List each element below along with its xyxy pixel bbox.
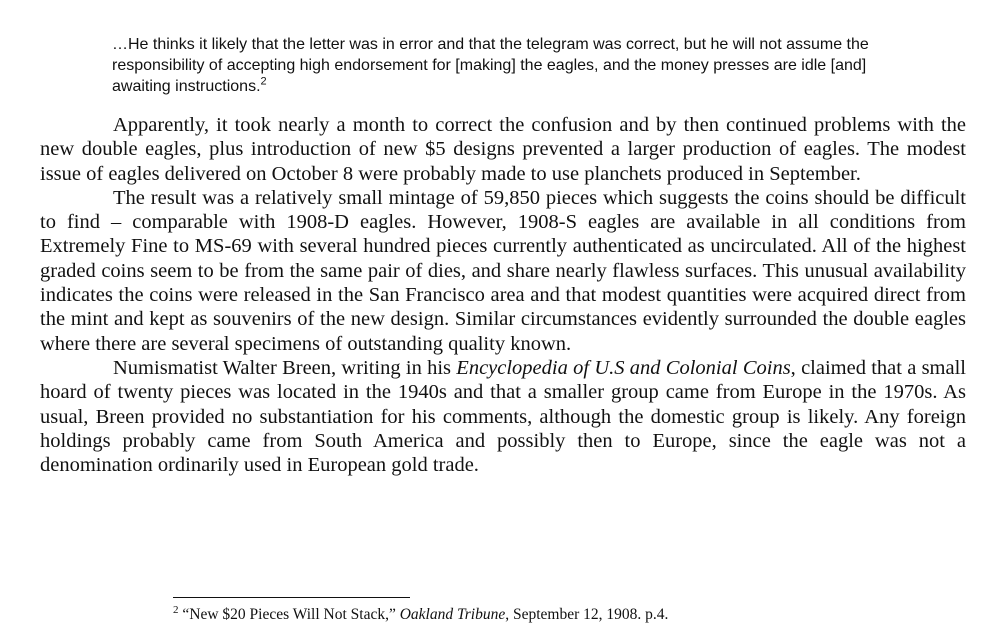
paragraph-1: Apparently, it took nearly a month to correct the confusion and by then continued problems with the new double eagles, plus introduction of new $5 designs prevented a larger production of eagles. The modest issue of eagles delivered on October 8 were probably made to use planchets produced in September. [40,114,966,185]
paragraph-3-rest: , claimed that a small hoard of twenty pieces was located in the 1940s and that a smaller group came from Europe in the 1970s. As usual, Breen provided no substantiation for his comments, although the domestic group is likely. Any foreign holdings probably came from South America and possibly then to Europe, since the eagle was not a denomination ordinarily used in European gold trade. [40,356,966,477]
book-title: Encyclopedia of U.S and Colonial Coins [456,356,791,379]
paragraph-3-lead: Numismatist Walter Breen, writing in his [113,356,457,379]
block-quote-text [112,34,902,97]
footnote-number: 2 [173,603,179,616]
footnote-source: Oakland Tribune [399,606,506,623]
footnote-divider [173,597,410,598]
body-text [40,113,966,477]
paragraph-3 [40,356,966,477]
block-quote [112,34,902,97]
paragraph-2: The result was a relatively small mintage of 59,850 pieces which suggests the coins should be difficult to find – comparable with 1908-D eagles. However, 1908-S eagles are available in all conditions from Extremely Fine to MS-69 with several hundred pieces currently authenticated as uncirculated. All of the highest graded coins seem to be from the same pair of dies, and share nearly flawless surfaces. This unusual availability indicates the coins were released in the San Francisco area and that modest quantities were acquired direct from the mint and kept as souvenirs of the new design. Similar circumstances evidently surrounded the double eagles where there are several specimens of outstanding quality known. [40,186,966,355]
footnote [173,605,668,624]
footnote-reference[interactable]: 2 [260,75,267,88]
footnote-date: , September 12, 1908. p.4. [505,606,669,623]
quote-text: …He thinks it likely that the letter was in error and that the telegram was correct, but he will not assume the responsibility of accepting high endorsement for [making] the eagles, and the money presses are idle [and] awaiting instructions. [112,36,869,95]
footnote-text: “New $20 Pieces Will Not Stack,” [178,606,400,623]
